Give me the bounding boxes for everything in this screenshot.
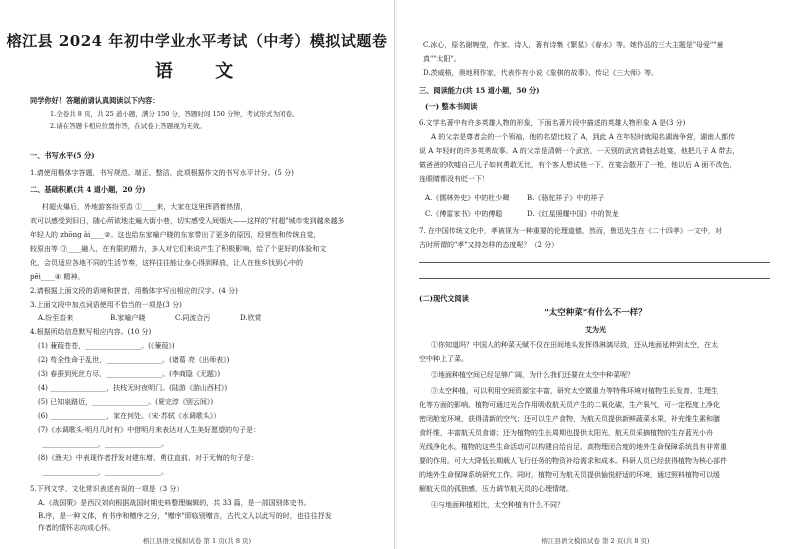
exam-page-2	[397, 0, 794, 549]
option-a: A.纷至沓来	[38, 314, 74, 322]
article-paragraph: 密闭舱室环境，获得清新的空气；还可以生产食物，为航天员提供新鲜蔬菜水果，补充维生素和膳	[419, 415, 720, 423]
section-heading: 三、阅读能力(共 15 道小题，50 分)	[419, 86, 540, 95]
recitation-item: (7)《水调歌头·明月几时有》中借明月来表达对人生美好愿望的句子是：	[38, 426, 261, 434]
article-author: 艾为光	[585, 325, 606, 334]
recitation-item: (6) ________________，家在何处。（宋·苏轼《水调歌头》）	[38, 412, 221, 420]
q6-passage-line: 做爸爸的吹嘘自己儿子如何勇敢无比，有个客人想试他一下，在宴会散开了一枪，他以后 A 面不改色，	[419, 161, 737, 169]
passage-line: 较原由等 ③____融入，在有限的精力，多人对它们来说产生了积极影响，给了个更好的体验和文	[30, 245, 327, 253]
option-a: A.《战国策》是西汉刘向根据战国时期史料整理编辑的，共 33 篇，是一部国别体史书。	[38, 499, 311, 507]
question-7-continued: 古时所谓的"孝"又持怎样的态度呢？（2 分）	[419, 241, 559, 249]
question-6: 6.文学名著中有许多英雄人物的形象，下面名著片段中描述的英雄人物形象 A 是(3 分)	[419, 119, 686, 127]
notice-line: 1.全卷共 8 页，共 25 道小题，满分 150 分，答题时间 150 分钟，考试形式为闭卷。	[50, 110, 299, 118]
recitation-item: (1) 蒹葭苍苍，________________。(《蒹葭》)	[38, 342, 175, 350]
recitation-item: ________________，________________。	[42, 468, 168, 476]
article-paragraph: 空中种上了菜。	[419, 355, 468, 363]
recitation-item: (4) ________________，扶枝无时夜明门。(陆游《游山西村》)	[38, 384, 228, 392]
q6-passage-line: A 的父亲是尊者会的一个领袖，他的名望比较了 A，到此 A 在年轻时就闻名湖海争营，湖南人都传	[431, 133, 736, 141]
article-paragraph: ②地面种植空间已经足够广阔，为什么我们还要在太空中种菜呢？	[431, 371, 634, 379]
option-b: B.家喻户晓	[110, 314, 146, 322]
q6-passage-line: 连眼睛都没有眨一下！	[419, 175, 489, 183]
recitation-item: (5) 已知泉路近，________________。(夏完淳《别云间》)	[38, 398, 214, 406]
article-paragraph: 的地外生命保障系统研究工作。同时，植物可为航天员提供愉悦舒适的环境，通过照料植物可以缓	[419, 471, 720, 479]
option-d: D.欣赏	[240, 314, 262, 322]
passage-line: pēi____④ 精神。	[30, 273, 85, 281]
article-paragraph: 化等方面的影响。植物可通过光合作用吸收航天员产生的二氧化碳，生产氧气，可一定程度上净化	[419, 401, 720, 409]
article-paragraph: 光线净化水。植物的这些生命活动可以构建自给自足、高物理闭合度的地外生命保障系统具有非常重	[419, 443, 727, 451]
article-title: "太空种菜"有什么不一样？	[544, 308, 647, 318]
exam-page-1	[0, 0, 395, 549]
option-c: C.《傅雷家书》中的傅聪	[425, 210, 503, 218]
option-c: C.同流合污	[175, 314, 211, 322]
answer-line	[419, 278, 770, 279]
option-b: B.序，是一种文体，有书序和赠序之分，"赠序"即临别赠言，古代文人以此写的时，也往往抒发	[38, 512, 332, 520]
recitation-item: (2) 苟全性命于乱世，________________。(诸葛 亮《出师表》)	[38, 356, 230, 364]
q6-passage-line: 说 A 年轻时的许多英勇故事。A 的父亲是清朝一个武官，一天别的武官请他去赴宴，他把儿子 A 带去，	[419, 147, 740, 155]
section-heading: 一、书写水平(5 分)	[30, 151, 95, 160]
subject-title: 语 文	[154, 61, 252, 82]
option-c-line: C.冰心，原名谢婉莹，作家、诗人，著有诗集《繁星》《春水》等。她作品的三大主题是"母爱""童	[423, 41, 724, 49]
article-paragraph: ③太空种植，可以利用空间资源宝丰富，研究太空微重力等特殊环境对植物生长发育、生理生	[431, 387, 718, 395]
passage-line: 年轻人的 zhōng ài____②。这也给东家喻户晓的东家带出了更多的原因，经营性和传统自觉，	[30, 231, 321, 239]
option-d-line: D.茨威格，奥地利作家，代表作有小说《象棋的故事》、传记《三大师》等。	[423, 69, 659, 77]
question-5: 5.下列文学、文化常识表述有误的一项是（3 分）	[30, 485, 184, 493]
exam-title: 榕江县 2024 年初中学业水平考试（中考）模拟试题卷	[6, 32, 388, 50]
notice-heading: 同学你好！答题前请认真阅读以下内容：	[30, 96, 160, 105]
article-paragraph: ④与地面种植相比，太空种植有什么不同？	[431, 501, 564, 509]
answer-line	[419, 262, 770, 263]
question-1: 1.请使用楷体字答题，书写规范、端正、整洁，此项根据作文的书写水平计分。(5 分)	[30, 169, 294, 177]
article-paragraph: 要的作用。可大大降低长期载人飞行任务的物资补给需求和成本。科研人员已经获得植物为核心部件	[419, 457, 727, 465]
passage-line: 村超火爆后，外地游客纷至沓 ①____来，大家在这里挥洒着热情，	[42, 203, 248, 211]
option-b: B.《骆驼祥子》中的祥子	[527, 194, 605, 202]
passage-line: 欢可以感受到旧日，随心所欲地走遍大街小巷，切实感受人间烟火——这样的"村超"城市变到越来越多	[30, 217, 345, 225]
section-heading: 二、基础积累(共 4 道小题，20 分)	[30, 185, 146, 194]
option-d: D.《红星照耀中国》中的贺龙	[527, 210, 619, 218]
notice-line: 2.请在答题卡相应位置作答，在试卷上答题视为无效。	[50, 122, 206, 130]
recitation-item: ________________，________________。	[42, 440, 168, 448]
question-3: 3.上面文段中加点词语使用不恰当的一项是(3 分)	[30, 301, 182, 309]
article-paragraph: 食纤维，丰富航天员食谱；还为植物的生长周期也提供太阳光，航天员采摘植物的生存蓝光小舟	[419, 429, 713, 437]
recitation-item: (3) 春蚕到死丝方尽，________________。(李商隐《无题》)	[38, 370, 221, 378]
subsection-heading: (一) 整本书阅读	[425, 102, 478, 111]
article-paragraph: ①你知道吗？中国人的种菜天赋不仅在田间地头发挥得淋漓尽致，还从地面延伸到太空，在太	[431, 341, 718, 349]
passage-line: 化，会员适应各地不同的生活节奏，这样往往能让身心得到释放，让人在他乡找到心中的	[30, 259, 303, 267]
option-a: A.《儒林外史》中的杜少卿	[425, 194, 510, 202]
page-footer: 榕江县语文模拟试卷 第 1 页(共 8 页)	[142, 537, 252, 545]
page-footer: 榕江县语文模拟试卷 第 2 页(共 8 页)	[541, 537, 650, 545]
question-7: 7. 在中国传统文化中，孝被视为一种重要的伦理道德，然而，鲁迅先生在《二十四孝》一文中，对	[419, 227, 722, 235]
option-b-continued: 作者的情怀志向或心怀。	[38, 524, 115, 532]
question-2: 2.请根据上面文段的语境和拼音，用楷体字写出相应的汉字。(4 分)	[30, 287, 238, 295]
recitation-item: (8)《渔夫》中表现作者抒发对建东增、勇往直前、对于无悔的句子是：	[38, 454, 258, 462]
article-paragraph: 解航天员的孤独感，压力调节航天员的心理情绪。	[419, 485, 573, 493]
subsection-heading: (二)现代文阅读	[419, 294, 469, 303]
question-4: 4.根据所给信息默写相应内容。(10 分)	[30, 328, 152, 336]
option-c-line: 真""太阳"。	[423, 55, 461, 63]
